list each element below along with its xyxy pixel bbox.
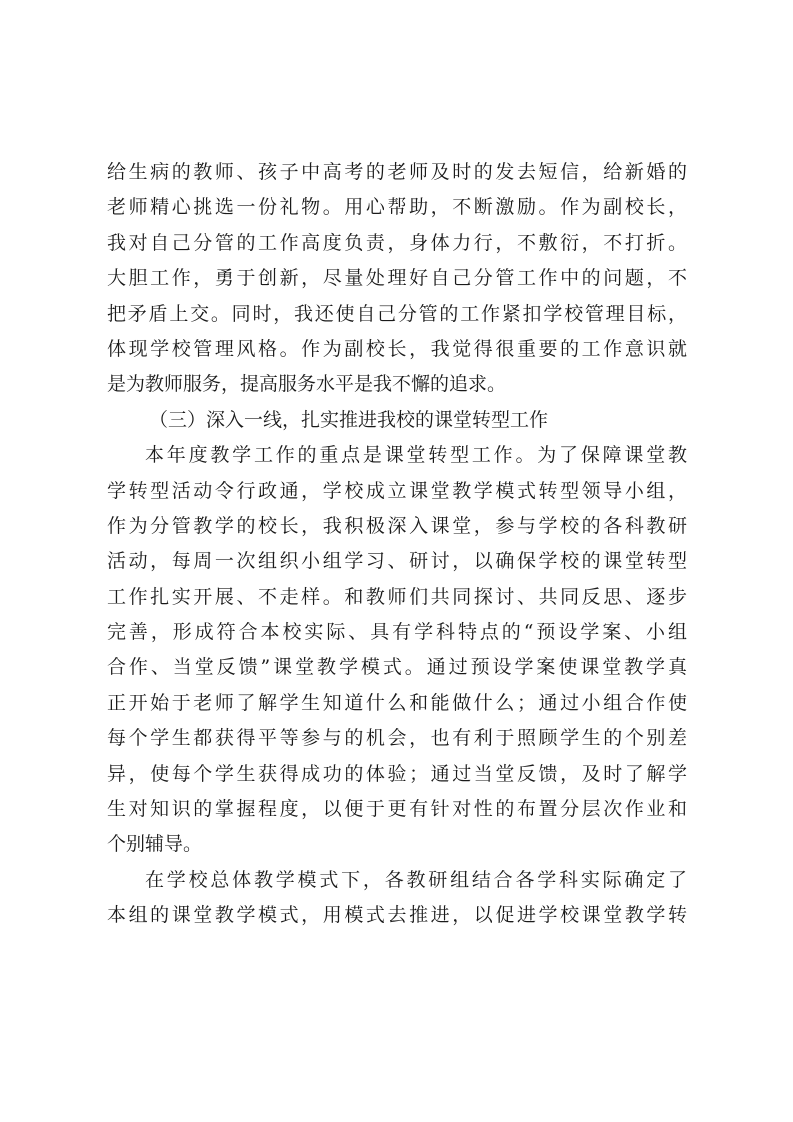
document-body <box>107 155 687 934</box>
body-line: 给生病的教师、孩子中高考的老师及时的发去短信，给新婚的 <box>107 161 687 183</box>
body-line: 工作扎实开展、不走样。和教师们共同探讨、共同反思、逐步 <box>107 585 687 608</box>
body-line: 我对自己分管的工作高度负责，身体力行，不敷衍，不打折。 <box>107 231 687 254</box>
body-line: 本组的课堂教学模式，用模式去推进，以促进学校课堂教学转 <box>107 904 687 927</box>
body-line: 在学校总体教学模式下，各教研组结合各学科实际确定了 <box>145 868 687 891</box>
body-line: 生对知识的掌握程度，以便于更有针对性的布置分层次作业和 <box>107 798 687 821</box>
body-line: 体现学校管理风格。作为副校长，我觉得很重要的工作意识就 <box>107 337 687 360</box>
body-line: 大胆工作，勇于创新，尽量处理好自己分管工作中的问题，不 <box>107 267 687 290</box>
body-line: 合作、当堂反馈”课堂教学模式。通过预设学案使课堂教学真 <box>107 656 687 679</box>
body-line: 个别辅导。 <box>107 833 203 856</box>
body-line: 正开始于老师了解学生知道什么和能做什么；通过小组合作使 <box>107 691 687 714</box>
body-line: 每个学生都获得平等参与的机会，也有利于照顾学生的个别差 <box>107 727 687 750</box>
body-line: 学转型活动令行政通，学校成立课堂教学模式转型领导小组， <box>107 479 687 502</box>
body-line: 异，使每个学生获得成功的体验；通过当堂反馈，及时了解学 <box>107 762 687 785</box>
body-line: 完善，形成符合本校实际、具有学科特点的“预设学案、小组 <box>107 621 687 644</box>
body-line: 活动，每周一次组织小组学习、研讨，以确保学校的课堂转型 <box>107 550 687 573</box>
section-heading: （三）深入一线，扎实推进我校的课堂转型工作 <box>149 408 549 431</box>
body-line: 是为教师服务，提高服务水平是我不懈的追求。 <box>107 373 507 396</box>
body-line: 把矛盾上交。同时，我还使自己分管的工作紧扣学校管理目标， <box>107 302 687 325</box>
body-line: 本年度教学工作的重点是课堂转型工作。为了保障课堂教 <box>145 444 687 467</box>
body-line: 老师精心挑选一份礼物。用心帮助，不断激励。作为副校长， <box>107 196 687 219</box>
body-line: 作为分管教学的校长，我积极深入课堂，参与学校的各科教研 <box>107 514 687 537</box>
